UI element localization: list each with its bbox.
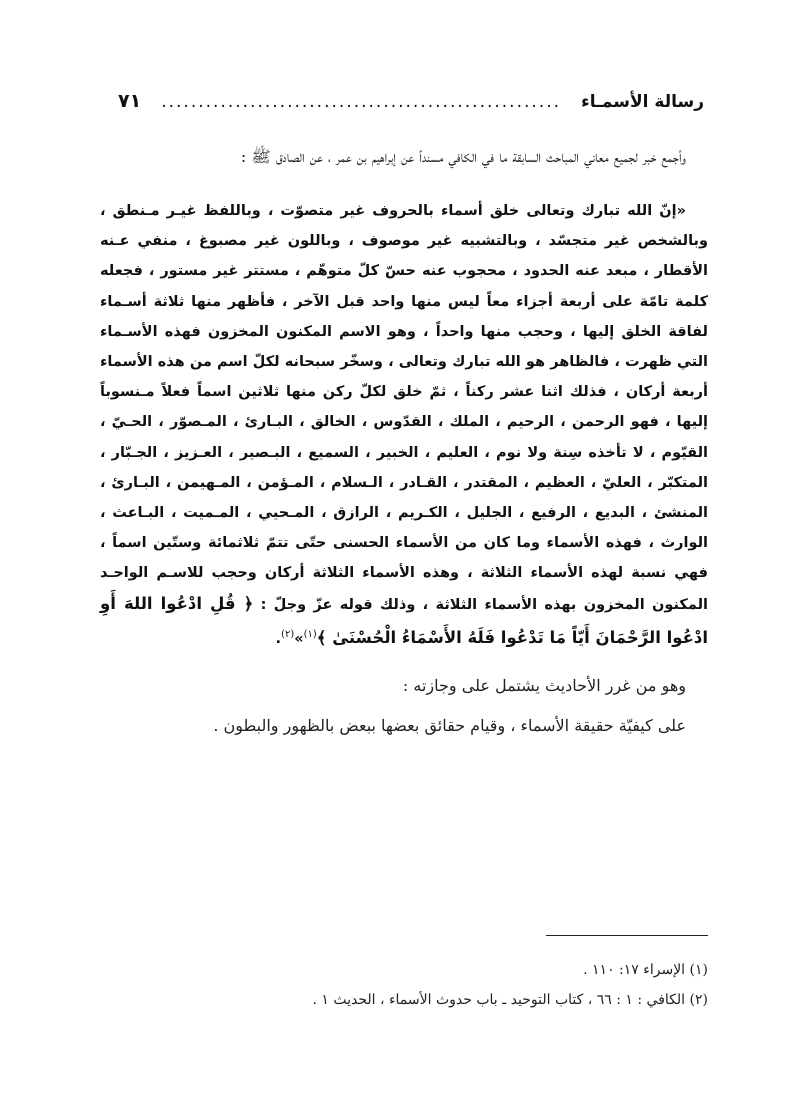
header-title: رسالة الأسمـاء <box>581 92 704 112</box>
footnote-ref-2: (٢) <box>281 628 295 640</box>
hadith-paragraph <box>100 196 708 654</box>
footnotes <box>100 955 708 1015</box>
footnote-2 <box>100 985 708 1015</box>
header-leader-dots: ...................................................... <box>161 92 562 112</box>
hadith-closing-quote: » <box>294 630 304 647</box>
running-header <box>118 90 704 120</box>
footnote-ref-1: (١) <box>303 628 317 640</box>
footnote-text: الإسراء ١٧: ١١٠ . <box>583 962 686 978</box>
commentary-line-2: على كيفيّة حقيقة الأسماء ، وقيام حقائق بعضها ببعض بالظهور والبطون . <box>213 715 686 735</box>
quran-verse: ﴿ قُلِ ادْعُوا اللهَ أَوِ ادْعُوا الرَّحْمَانَ أَيّاً مَا تَدْعُوا فَلَهُ الأَسْمَاءُ الْحُسْنَىٰ ﴾ <box>100 593 708 647</box>
page-number: ٧١ <box>118 90 142 112</box>
footnote-text: الكافي : ١ : ٦٦ ، كتاب التوحيد ـ باب حدوث الأسماء ، الحديث ١ . <box>312 992 686 1008</box>
footnote-number: (١) <box>689 962 708 978</box>
commentary-line-1: وهو من غرر الأحاديث يشتمل على وجازته : <box>402 675 686 695</box>
footnote-1 <box>100 955 708 985</box>
footnote-number: (٢) <box>689 992 708 1008</box>
hadith-text: «إنّ الله تبارك وتعالى خلق أسماء بالحروف غير متصوّت ، وباللفظ غيـر مـنطق ، وبالشخص غير متجسّد ، وبالتشبيه غير موصوف ، وباللون غير مصبوغ ، منفي عـنه الأقطار ، مبعد عنه الحدود ، محجوب عنه حسّ كلّ متوهّم ، مستتر غير مستور ، فجعله كلمة تامّة على أربعة أجزاء معاً ليس منها واحد قبل الآخر ، فأظهر منها ثلاثة أسـماء لفاقة الخلق إليها ، وحجب منها واحداً ، وهو الاسم المكنون المخزون فهذه الأسـماء التي ظهرت ، فالظاهر هو الله تبارك وتعالى ، وسخّر سبحانه لكلّ اسم من هذه الأسماء أربعة أركان ، فذلك اثنا عشر ركناً ، ثمّ خلق لكلّ ركن منها ثلاثين اسماً فعلاً مـنسوباً إليها ، فهو الرحمن ، الرحيم ، الملك ، القدّوس ، الخالق ، البـارئ ، المـصوّر ، الحـيّ ، القيّوم ، لا تأخذه سِنة ولا نوم ، العليم ، الخبير ، السميع ، البـصير ، العـزيز ، الجـبّار ، المتكبّر ، العليّ ، العظيم ، المقتدر ، القـادر ، الـسلام ، المـؤمن ، المـهيمن ، البـارئ ، المنشئ ، البديع ، الرفيع ، الجليل ، الكـريم ، الرازق ، المـحيي ، المـميت ، البـاعث ، الوارث ، فهذه الأسماء وما كان من الأسماء الحسنى حتّى تتمّ ثلاثمائة وستّين اسماً ، فهي نسبة لهذه الأسماء الثلاثة ، وهذه الأسماء الثلاثة أركان وحجب للاسـم الواحـد المكنون المخزون بهذه الأسماء الثلاثة ، وذلك قوله عزّ وجلّ : <box>100 203 708 613</box>
footnote-separator <box>546 935 708 936</box>
hadith-end-stop: . <box>275 630 282 647</box>
main-text <box>100 142 708 744</box>
intro-paragraph: وأجمع خبر لجميع معاني المباحث السابقة ما في الكافي مسنداً عن إبراهيم بن عمر ، عن الصادق ﷺ : <box>240 147 686 166</box>
